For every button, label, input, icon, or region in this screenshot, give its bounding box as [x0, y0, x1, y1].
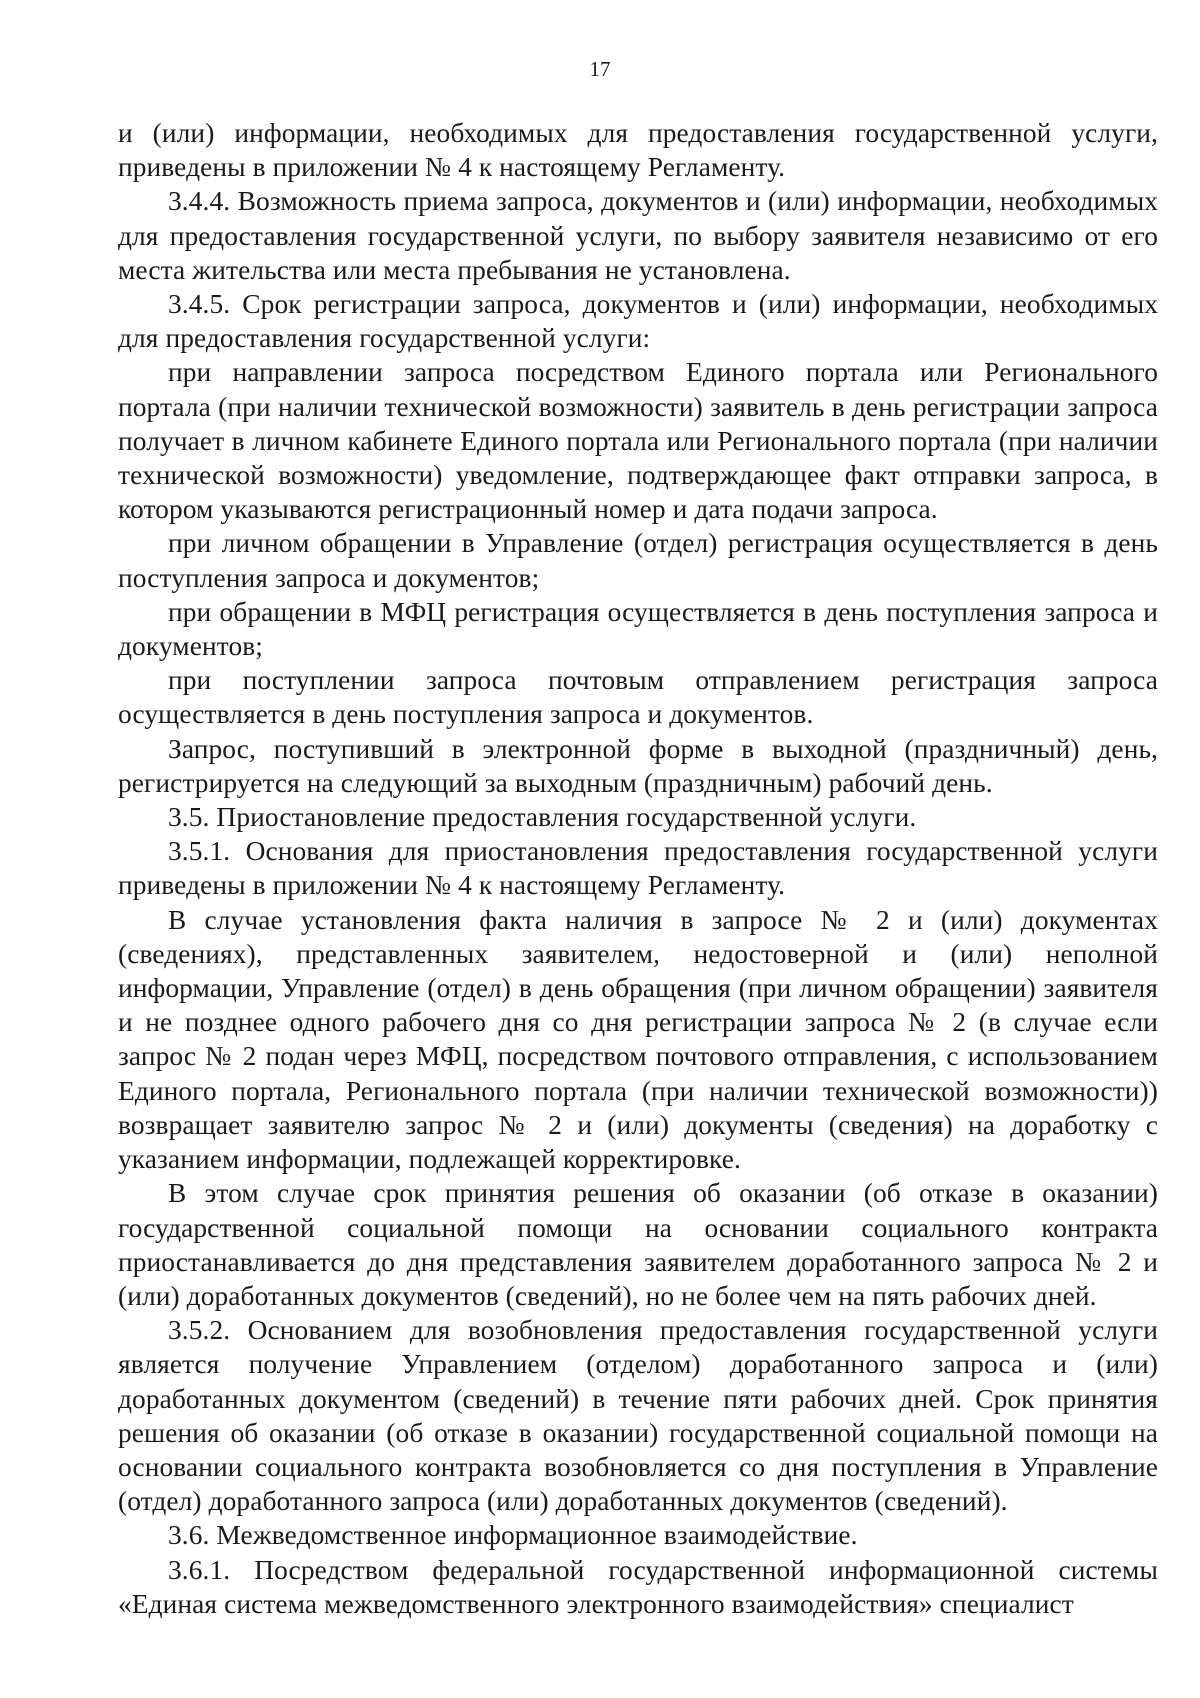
paragraph: В случае установления факта наличия в запросе № 2 и (или) документах (сведениях), представленных заявителем, недостоверной и (или) неполной информации, Управление (отдел) в день обращения (при личном обращении) заявителя и не позднее одного рабочего дня со дня регистрации запроса № 2 (в случае если запрос № 2 подан через МФЦ, посредством почтового отправления, с использованием Единого портала, Регионального портала (при наличии технической возможности)) возвращает заявителю запрос № 2 и (или) документы (сведения) на доработку с указанием информации, подлежащей корректировке. [118, 904, 1158, 1175]
paragraph: 3.5. Приостановление предоставления государственной услуги. [168, 802, 917, 833]
document-body [118, 116, 1158, 1621]
paragraph: при личном обращении в Управление (отдел) регистрация осуществляется в день поступления запроса и документов; [118, 528, 1158, 593]
paragraph: 3.5.2. Основанием для возобновления предоставления государственной услуги является получение Управлением (отделом) доработанного запроса и (или) доработанных документом (сведений) в течение пяти рабочих дней. Срок принятия решения об оказании (об отказе в оказании) государственной социальной помощи на основании социального контракта возобновляется со дня поступления в Управление (отдел) доработанного запроса (или) доработанных документов (сведений). [118, 1315, 1158, 1517]
paragraph: 3.5.1. Основания для приостановления предоставления государственной услуги приведены в приложении № 4 к настоящему Регламенту. [118, 836, 1158, 901]
page-number: 17 [589, 57, 611, 81]
paragraph: при поступлении запроса почтовым отправлением регистрация запроса осуществляется в день поступления запроса и документов. [118, 665, 1158, 730]
paragraph: при обращении в МФЦ регистрация осуществляется в день поступления запроса и документов; [118, 596, 1158, 662]
paragraph: 3.4.5. Срок регистрации запроса, документов и (или) информации, необходимых для предоставления государственной услуги: [118, 289, 1158, 354]
paragraph: и (или) информации, необходимых для предоставления государственной услуги, приведены в приложении № 4 к настоящему Регламенту. [118, 118, 1158, 183]
paragraph: при направлении запроса посредством Единого портала или Регионального портала (при наличии технической возможности) заявитель в день регистрации запроса получает в личном кабинете Единого портала или Регионального портала (при наличии технической возможности) уведомление, подтверждающее факт отправки запроса, в котором указываются регистрационный номер и дата подачи запроса. [118, 357, 1158, 525]
paragraph: 3.4.4. Возможность приема запроса, документов и (или) информации, необходимых для предоставления государственной услуги, по выбору заявителя независимо от его места жительства или места пребывания не установлена. [118, 186, 1158, 285]
paragraph: В этом случае срок принятия решения об оказании (об отказе в оказании) государственной социальной помощи на основании социального контракта приостанавливается до дня представления заявителем доработанного запроса № 2 и (или) доработанных документов (сведений), но не более чем на пять рабочих дней. [118, 1178, 1158, 1311]
paragraph: 3.6. Межведомственное информационное взаимодействие. [168, 1520, 858, 1551]
paragraph: Запрос, поступивший в электронной форме в выходной (праздничный) день, регистрируется на следующий за выходным (праздничным) рабочий день. [118, 733, 1158, 798]
paragraph: 3.6.1. Посредством федеральной государственной информационной системы «Единая система межведомственного электронного взаимодействия» специалист [118, 1554, 1158, 1619]
